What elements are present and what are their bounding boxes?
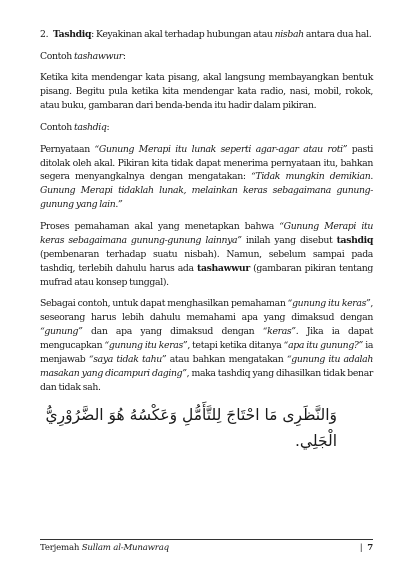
paragraph-proses-pemahaman: Proses pemahaman akal yang menetapkan bahwa “Gunung Merapi itu keras sebagaimana gunung-gunung lainnya” inilah yang disebut tashdiq (pembenaran terhadap suatu nisbah). Namun, sebelum sampai pada tashdiq, terlebih dahulu harus ada tashawwur (gambaran pikiran tentang mufrad atau konsep tunggal). <box>40 220 374 288</box>
arabic-verse: وَالنَّظَرِى مَا احْتَاجَ لِلتَّأَمُّلِ وَعَكْسُهُ هُوَ الضَّرُوْرِيُّ الْجَلِي. <box>45 406 337 451</box>
page-body <box>40 28 373 462</box>
page-number: 7 <box>367 543 373 553</box>
quote-gunung-lunak: “Gunung Merapi itu lunak seperti agar-agar atau roti” <box>94 143 348 155</box>
paragraph-sebagai-contoh: Sebagai contoh, untuk dapat menghasilkan pemahaman “gunung itu keras”, seseorang harus lebih dahulu memahami apa yang dimaksud dengan “gunung” dan apa yang dimaksud dengan “keras”. Jika ia dapat mengucapkan “gunung itu keras”, tetapi ketika ditanya “apa itu gunung?” ia menjawab “saya tidak tahu” atau bahkan mengatakan “gunung itu adalah masakan yang dicampuri daging”, maka tashdiq yang dihasilkan tidak benar dan tidak sah. <box>40 298 374 393</box>
heading-contoh-tashawwur: Contoh tashawwur: <box>40 50 126 62</box>
term-tashdiq-bold: tashdiq <box>336 234 374 246</box>
paragraph-tashawwur-example: Ketika kita mendengar kata pisang, akal langsung membayangkan bentuk pisang. Begitu pula ketika kita mendengar kata radio, nasi, mobil, rokok, atau buku, gambaran dari benda-benda itu hadir dalam pikiran. <box>40 72 373 112</box>
definition-item-tashdiq <box>40 28 373 42</box>
item-number: 2. <box>40 29 49 40</box>
quote-gunung-keras: “Gunung Merapi itu keras sebagaimana gunung-gunung lainnya” <box>40 220 373 246</box>
definition-text-end: antara dua hal. <box>303 29 372 40</box>
footer-title-prefix: Terjemah <box>40 543 82 553</box>
paragraph-pernyataan: Pernyataan “Gunung Merapi itu lunak seperti agar-agar atau roti” pasti ditolak oleh akal. Pikiran kita tidak dapat menerima pernyataan itu, bahkan segera menyangkalnya dengan mengatakan: “Tidak mungkin demikian. Gunung Merapi tidaklah lunak, melainkan keras sebagaimana gunung-gunung yang lain.” <box>40 143 373 211</box>
quote-bantahan: “Tidak mungkin demikian. Gunung Merapi tidaklah lunak, melainkan keras sebagaimana gunung-gunung yang lain.” <box>40 171 373 211</box>
footer-separator: | <box>359 543 363 553</box>
footer-divider <box>40 539 373 540</box>
footer-book-title: Sullam al-Munawraq <box>81 543 169 553</box>
term-tashawwur-bold: tashawwur <box>197 262 250 274</box>
definition-text: : Keyakinan akal terhadap hubungan atau <box>91 29 275 40</box>
heading-contoh-tashdiq: Contoh tashdiq: <box>40 121 110 133</box>
term-tashdiq: Tashdiq <box>53 29 92 40</box>
page-footer <box>40 542 373 554</box>
term-nisbah: nisbah <box>274 29 304 40</box>
page-number-block <box>360 542 373 554</box>
